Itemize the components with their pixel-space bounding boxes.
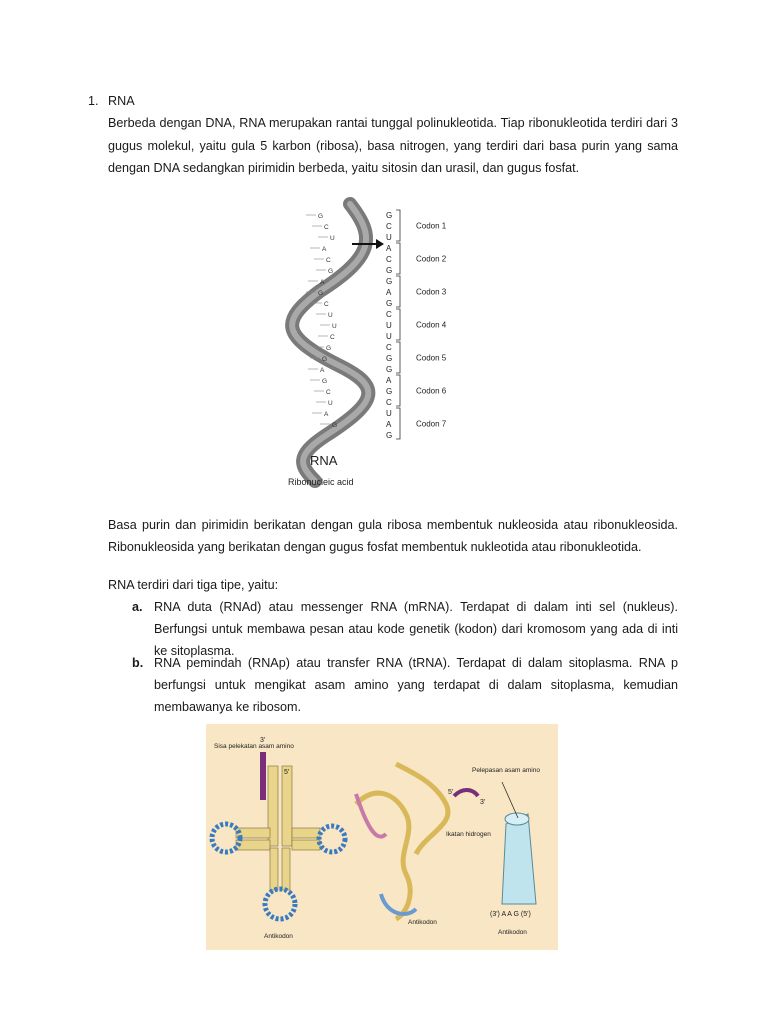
- helix-base: C: [324, 301, 329, 308]
- codon-brackets: [396, 210, 447, 439]
- end-5-label: 5': [284, 769, 290, 776]
- sequence-base: C: [386, 255, 392, 264]
- figure-label-rna: RNA: [310, 453, 338, 468]
- helix-base: G: [322, 356, 328, 363]
- anticodon-label-2: Antikodon: [408, 919, 437, 926]
- release-label: Pelepasan asam amino: [472, 767, 540, 774]
- left-base-labels: [318, 213, 337, 429]
- anticodon-seq: (3') A A G (5'): [490, 911, 531, 918]
- helix-base: C: [326, 257, 331, 264]
- attach-label: Sisa pelekatan asam amino: [214, 743, 294, 750]
- codon-bracket: [396, 210, 400, 241]
- end-3-ribbon: 3': [480, 799, 486, 806]
- helix-base: G: [322, 378, 328, 385]
- sequence-base: A: [386, 288, 392, 297]
- sequence-base: G: [386, 277, 393, 286]
- helix-base: C: [324, 224, 329, 231]
- sequence-base: G: [386, 431, 393, 440]
- codon-bracket: [396, 276, 400, 307]
- list-item-trna: RNA pemindah (RNAp) atau transfer RNA (tRNA). Terdapat di dalam sitoplasma. RNA p berfungsi untuk mengikat asam amino yang terdapat di dalam sitoplasma, kemudian membawanya ke ribosom.: [154, 656, 678, 714]
- helix-base: A: [320, 279, 325, 286]
- figure-caption: Ribonucleic acid: [288, 477, 354, 487]
- sequence-base: U: [386, 332, 392, 341]
- list-marker-a: a.: [132, 600, 143, 614]
- sequence-base: U: [386, 321, 392, 330]
- codon-bracket: [396, 342, 400, 373]
- hbond-label: Ikatan hidrogen: [446, 831, 491, 838]
- intro-paragraph: Berbeda dengan DNA, RNA merupakan rantai tunggal polinukleotida. Tiap ribonukleotida terdiri dari 3 gugus molekul, yaitu gula 5 karbon (ribosa), basa nitrogen, yang terdiri dari basa purin yang sama dengan DNA sedangkan pirimidin berbeda, yaitu sitosin dan urasil, dan gugus fosfat.: [108, 116, 678, 175]
- sequence-base: G: [386, 365, 393, 374]
- sequence-base: C: [386, 310, 392, 319]
- codon-label: Codon 6: [416, 386, 447, 396]
- codon-label: Codon 2: [416, 254, 447, 264]
- list-marker-b: b.: [132, 656, 144, 670]
- sequence-base: G: [386, 266, 393, 275]
- sequence-base: G: [386, 299, 393, 308]
- anticodon-label-3: Antikodon: [498, 929, 527, 936]
- helix-base: G: [318, 213, 324, 220]
- end-3-label: 3': [260, 737, 266, 744]
- codon-label: Codon 5: [416, 353, 447, 363]
- helix-base: A: [324, 411, 329, 418]
- sequence-base: G: [386, 354, 393, 363]
- codon-bracket: [396, 408, 400, 439]
- sequence-base: A: [386, 420, 392, 429]
- helix-base: G: [318, 290, 324, 297]
- codon-label: Codon 3: [416, 287, 447, 297]
- list-item-mrna: RNA duta (RNAd) atau messenger RNA (mRNA). Terdapat di dalam inti sel (nukleus). Berfungsi untuk membawa pesan atau kode genetik (kodon) dari kromosom yang ada di inti ke sitoplasma.: [154, 600, 678, 658]
- helix-base: U: [328, 312, 333, 319]
- section-title: RNA: [108, 94, 135, 108]
- codon-bracket: [396, 375, 400, 406]
- sequence-base: C: [386, 398, 392, 407]
- sequence-base: G: [386, 211, 393, 220]
- helix-base: C: [326, 389, 331, 396]
- rna-strand-figure: [280, 196, 480, 492]
- helix-backbone: [292, 204, 368, 481]
- helix-base: A: [320, 367, 325, 374]
- helix-base: G: [328, 268, 334, 275]
- section-number: 1.: [88, 94, 99, 108]
- sequence-column: [386, 211, 392, 440]
- helix-base: G: [332, 422, 338, 429]
- sequence-base: A: [386, 244, 392, 253]
- types-intro: RNA terdiri dari tiga tipe, yaitu:: [108, 578, 279, 592]
- helix-base: G: [326, 345, 332, 352]
- codon-label: Codon 7: [416, 419, 447, 429]
- helix-base: C: [330, 334, 335, 341]
- helix-base: U: [328, 400, 333, 407]
- codon-bracket: [396, 309, 400, 340]
- sequence-base: G: [386, 387, 393, 396]
- helix-base: U: [330, 235, 335, 242]
- trna-figure: [206, 724, 558, 950]
- paragraph-nucleoside: Basa purin dan pirimidin berikatan dengan gula ribosa membentuk nukleosida atau ribonukleosida. Ribonukleosida yang berikatan dengan gugus fosfat membentuk nukleotida atau ribonukleotida.: [108, 518, 678, 554]
- helix-base: U: [332, 323, 337, 330]
- helix-base: A: [322, 246, 327, 253]
- codon-bracket: [396, 243, 400, 274]
- sequence-base: U: [386, 409, 392, 418]
- sequence-base: C: [386, 222, 392, 231]
- sequence-base: A: [386, 376, 392, 385]
- codon-label: Codon 4: [416, 320, 447, 330]
- sequence-base: C: [386, 343, 392, 352]
- end-5-ribbon: 5': [448, 789, 454, 796]
- sequence-base: U: [386, 233, 392, 242]
- anticodon-label-1: Antikodon: [264, 933, 293, 940]
- codon-label: Codon 1: [416, 221, 447, 231]
